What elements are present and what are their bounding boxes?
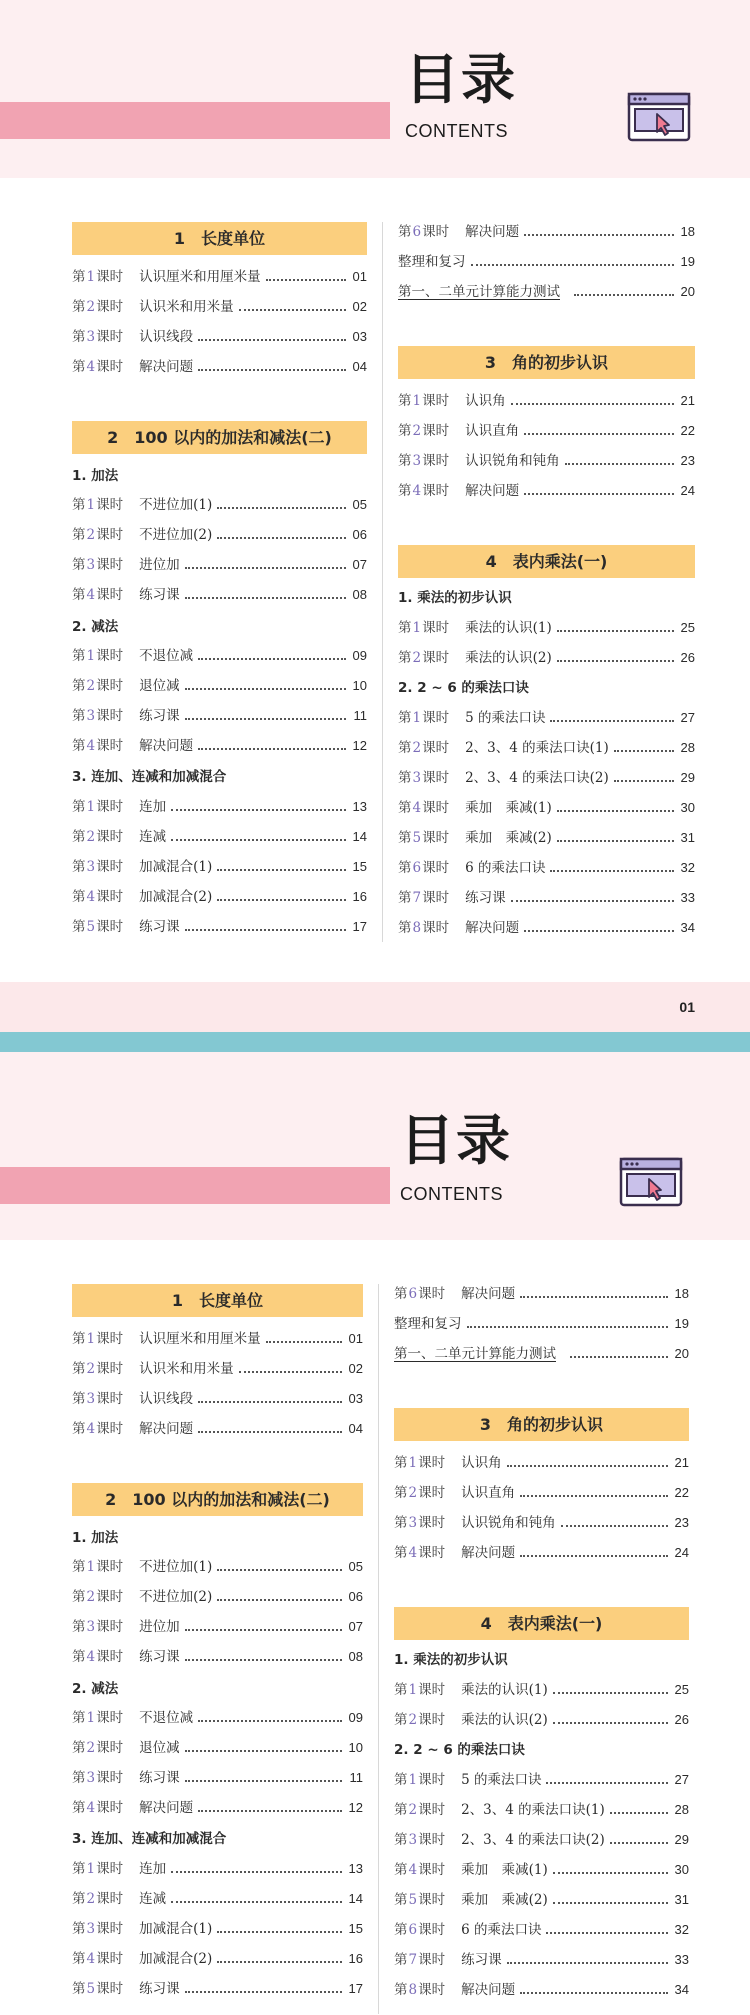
dot-leader xyxy=(217,537,346,539)
dot-leader xyxy=(171,809,346,811)
toc-entry[interactable]: 第 1 课时 乘法的认识(1) 25 xyxy=(398,620,695,636)
toc-entry[interactable]: 第 2 课时 认识米和用米量 02 xyxy=(72,1361,363,1377)
toc-entry[interactable]: 第 2 课时 不进位加(2) 06 xyxy=(72,527,367,543)
dot-leader xyxy=(266,1341,342,1343)
dot-leader xyxy=(185,1629,342,1631)
dot-leader xyxy=(185,1750,342,1752)
dot-leader xyxy=(217,507,346,509)
toc-page-1 xyxy=(0,0,750,1000)
toc-entry[interactable]: 第 6 课时 6 的乘法口诀 32 xyxy=(398,860,695,876)
dot-leader xyxy=(185,1780,342,1782)
dot-leader xyxy=(524,493,674,495)
toc-entry[interactable]: 第 1 课时 连加 13 xyxy=(72,799,367,815)
toc-entry[interactable]: 第 1 课时 不进位加(1) 05 xyxy=(72,497,367,513)
dot-leader xyxy=(217,1569,342,1571)
dot-leader xyxy=(557,660,674,662)
section-heading: 3. 连加、连减和加减混合 xyxy=(72,1831,227,1847)
toc-entry[interactable]: 第 1 课时 乘法的认识(1) 25 xyxy=(394,1682,689,1698)
toc-entry[interactable]: 第 3 课时 进位加 07 xyxy=(72,1619,363,1635)
toc-entry-review[interactable]: 整理和复习 19 xyxy=(394,1316,689,1332)
toc-entry[interactable]: 第 1 课时 5 的乘法口诀 27 xyxy=(394,1772,689,1788)
toc-entry[interactable]: 第 2 课时 2、3、4 的乘法口诀(1) 28 xyxy=(398,740,695,756)
dot-leader xyxy=(185,718,346,720)
dot-leader xyxy=(561,1525,668,1527)
dot-leader xyxy=(546,1932,668,1934)
dot-leader xyxy=(610,1812,668,1814)
toc-entry[interactable]: 第 4 课时 解决问题 12 xyxy=(72,738,367,754)
unit-banner-3: 3 角的初步认识 xyxy=(394,1408,689,1441)
section-heading: 2. 减法 xyxy=(72,1681,119,1697)
header-band xyxy=(0,0,750,178)
toc-entry[interactable]: 第 3 课时 认识线段 03 xyxy=(72,1391,363,1407)
dot-leader xyxy=(217,1961,342,1963)
section-heading: 1. 乘法的初步认识 xyxy=(398,590,512,606)
toc-entry[interactable]: 第 3 课时 加减混合(1) 15 xyxy=(72,859,367,875)
dot-leader xyxy=(198,748,346,750)
unit-banner-1: 1 长度单位 xyxy=(72,1284,363,1317)
dot-leader xyxy=(198,1431,342,1433)
toc-entry[interactable]: 第 2 课时 退位减 10 xyxy=(72,1740,363,1756)
dot-leader xyxy=(557,810,674,812)
dot-leader xyxy=(550,870,674,872)
toc-entry[interactable]: 第 3 课时 认识锐角和钝角 23 xyxy=(394,1515,689,1531)
dot-leader xyxy=(239,1371,342,1373)
dot-leader xyxy=(171,1901,342,1903)
toc-entry[interactable]: 第 2 课时 认识米和用米量 02 xyxy=(72,299,367,315)
browser-cursor-icon xyxy=(619,1157,683,1207)
toc-entry[interactable]: 第 2 课时 乘法的认识(2) 26 xyxy=(398,650,695,666)
toc-entry[interactable]: 第 1 课时 认识角 21 xyxy=(398,393,695,409)
section-heading: 1. 加法 xyxy=(72,1530,119,1546)
toc-entry[interactable]: 第 2 课时 退位减 10 xyxy=(72,678,367,694)
toc-entry[interactable]: 第 5 课时 乘加 乘减(2) 31 xyxy=(394,1892,689,1908)
toc-entry[interactable]: 第 1 课时 5 的乘法口诀 27 xyxy=(398,710,695,726)
toc-entry[interactable]: 第 3 课时 加减混合(1) 15 xyxy=(72,1921,363,1937)
dot-leader xyxy=(198,1401,342,1403)
dot-leader xyxy=(217,869,346,871)
toc-entry[interactable]: 第 4 课时 乘加 乘减(1) 30 xyxy=(394,1862,689,1878)
toc-entry[interactable]: 第 2 课时 不进位加(2) 06 xyxy=(72,1589,363,1605)
pink-accent-bar xyxy=(0,102,390,139)
toc-entry[interactable]: 第 6 课时 6 的乘法口诀 32 xyxy=(394,1922,689,1938)
unit-banner-4: 4 表内乘法(一) xyxy=(398,545,695,578)
toc-entry[interactable]: 第 7 课时 练习课 33 xyxy=(394,1952,689,1968)
toc-entry-review[interactable]: 整理和复习 19 xyxy=(398,254,695,270)
toc-entry[interactable]: 第 1 课时 不退位减 09 xyxy=(72,1710,363,1726)
dot-leader xyxy=(171,839,346,841)
dot-leader xyxy=(239,309,346,311)
section-heading: 1. 加法 xyxy=(72,468,119,484)
browser-cursor-icon xyxy=(627,92,691,142)
dot-leader xyxy=(198,369,346,371)
dot-leader xyxy=(553,1902,668,1904)
dot-leader xyxy=(217,1931,342,1933)
dot-leader xyxy=(614,750,674,752)
toc-entry[interactable]: 第 6 课时 解决问题 18 xyxy=(398,224,695,240)
unit-banner-4: 4 表内乘法(一) xyxy=(394,1607,689,1640)
toc-entry[interactable]: 第 3 课时 练习课 11 xyxy=(72,1770,363,1786)
toc-entry[interactable]: 第 4 课时 练习课 08 xyxy=(72,587,367,603)
unit-banner-2: 2 100 以内的加法和减法(二) xyxy=(72,421,367,454)
dot-leader xyxy=(185,567,346,569)
toc-entry[interactable]: 第 8 课时 解决问题 34 xyxy=(394,1982,689,1998)
toc-entry[interactable]: 第 1 课时 认识角 21 xyxy=(394,1455,689,1471)
toc-entry[interactable]: 第 1 课时 认识厘米和用厘米量 01 xyxy=(72,269,367,285)
toc-entry-test[interactable]: 第一、二单元计算能力测试 20 xyxy=(398,284,695,300)
dot-leader xyxy=(467,1326,669,1328)
column-divider xyxy=(382,222,383,942)
toc-entry[interactable]: 第 2 课时 连减 14 xyxy=(72,829,367,845)
dot-leader xyxy=(524,433,674,435)
toc-entry[interactable]: 第 3 课时 2、3、4 的乘法口诀(2) 29 xyxy=(398,770,695,786)
toc-entry[interactable]: 第 4 课时 解决问题 04 xyxy=(72,359,367,375)
dot-leader xyxy=(524,234,674,236)
toc-entry[interactable]: 第 1 课时 不退位减 09 xyxy=(72,648,367,664)
toc-entry[interactable]: 第 2 课时 2、3、4 的乘法口诀(1) 28 xyxy=(394,1802,689,1818)
toc-entry[interactable]: 第 2 课时 连减 14 xyxy=(72,1891,363,1907)
dot-leader xyxy=(565,463,674,465)
dot-leader xyxy=(511,403,674,405)
toc-entry[interactable]: 第 1 课时 不进位加(1) 05 xyxy=(72,1559,363,1575)
toc-entry[interactable]: 第 3 课时 练习课 11 xyxy=(72,708,367,724)
toc-entry[interactable]: 第 4 课时 乘加 乘减(1) 30 xyxy=(398,800,695,816)
dot-leader xyxy=(185,1659,342,1661)
page-title: 目录 xyxy=(400,1109,512,1172)
dot-leader xyxy=(198,1720,342,1722)
dot-leader xyxy=(198,1810,342,1812)
dot-leader xyxy=(507,1465,668,1467)
toc-entry[interactable]: 第 2 课时 认识直角 22 xyxy=(398,423,695,439)
dot-leader xyxy=(185,597,346,599)
toc-entry[interactable]: 第 7 课时 练习课 33 xyxy=(398,890,695,906)
pink-accent-bar xyxy=(0,1167,390,1204)
toc-page-2 xyxy=(0,1052,750,2015)
dot-leader xyxy=(511,900,674,902)
dot-leader xyxy=(507,1962,668,1964)
dot-leader xyxy=(546,1782,668,1784)
toc-entry[interactable]: 第 3 课时 认识线段 03 xyxy=(72,329,367,345)
toc-entry[interactable]: 第 1 课时 连加 13 xyxy=(72,1861,363,1877)
dot-leader xyxy=(610,1842,668,1844)
toc-entry[interactable]: 第 3 课时 2、3、4 的乘法口诀(2) 29 xyxy=(394,1832,689,1848)
unit-banner-1: 1 长度单位 xyxy=(72,222,367,255)
page-divider xyxy=(0,1032,750,1052)
dot-leader xyxy=(520,1495,668,1497)
dot-leader xyxy=(217,899,346,901)
toc-entry[interactable]: 第 5 课时 练习课 17 xyxy=(72,1981,363,1997)
toc-entry-test[interactable]: 第一、二单元计算能力测试 20 xyxy=(394,1346,689,1362)
page-number: 01 xyxy=(679,999,695,1015)
page-subtitle: CONTENTS xyxy=(400,1184,503,1204)
dot-leader xyxy=(471,264,675,266)
page-subtitle: CONTENTS xyxy=(405,121,508,141)
dot-leader xyxy=(553,1722,668,1724)
header-band xyxy=(0,1052,750,1240)
section-heading: 3. 连加、连减和加减混合 xyxy=(72,769,227,785)
dot-leader xyxy=(266,279,346,281)
dot-leader xyxy=(553,1872,668,1874)
toc-entry[interactable]: 第 4 课时 练习课 08 xyxy=(72,1649,363,1665)
dot-leader xyxy=(557,630,674,632)
footer-band xyxy=(0,982,750,1032)
toc-entry[interactable]: 第 2 课时 认识直角 22 xyxy=(394,1485,689,1501)
dot-leader xyxy=(217,1599,342,1601)
toc-entry[interactable]: 第 4 课时 加减混合(2) 16 xyxy=(72,1951,363,1967)
dot-leader xyxy=(550,720,674,722)
toc-entry[interactable]: 第 3 课时 进位加 07 xyxy=(72,557,367,573)
dot-leader xyxy=(198,339,346,341)
page-title: 目录 xyxy=(405,48,517,111)
toc-entry[interactable]: 第 4 课时 加减混合(2) 16 xyxy=(72,889,367,905)
toc-entry[interactable]: 第 4 课时 解决问题 04 xyxy=(72,1421,363,1437)
dot-leader xyxy=(520,1555,668,1557)
section-heading: 1. 乘法的初步认识 xyxy=(394,1652,508,1668)
unit-banner-3: 3 角的初步认识 xyxy=(398,346,695,379)
toc-entry[interactable]: 第 5 课时 乘加 乘减(2) 31 xyxy=(398,830,695,846)
dot-leader xyxy=(185,929,346,931)
toc-entry[interactable]: 第 3 课时 认识锐角和钝角 23 xyxy=(398,453,695,469)
dot-leader xyxy=(553,1692,668,1694)
toc-entry[interactable]: 第 5 课时 练习课 17 xyxy=(72,919,367,935)
dot-leader xyxy=(570,1356,668,1358)
dot-leader xyxy=(520,1992,668,1994)
dot-leader xyxy=(185,1991,342,1993)
toc-entry[interactable]: 第 2 课时 乘法的认识(2) 26 xyxy=(394,1712,689,1728)
toc-entry[interactable]: 第 4 课时 解决问题 24 xyxy=(394,1545,689,1561)
unit-banner-2: 2 100 以内的加法和减法(二) xyxy=(72,1483,363,1516)
dot-leader xyxy=(520,1296,668,1298)
dot-leader xyxy=(574,294,674,296)
toc-entry[interactable]: 第 6 课时 解决问题 18 xyxy=(394,1286,689,1302)
dot-leader xyxy=(198,658,346,660)
toc-entry[interactable]: 第 1 课时 认识厘米和用厘米量 01 xyxy=(72,1331,363,1347)
dot-leader xyxy=(557,840,674,842)
toc-entry[interactable]: 第 4 课时 解决问题 24 xyxy=(398,483,695,499)
column-divider xyxy=(378,1284,379,2014)
dot-leader xyxy=(614,780,674,782)
dot-leader xyxy=(185,688,346,690)
section-heading: 2. 2 ~ 6 的乘法口诀 xyxy=(398,680,529,696)
dot-leader xyxy=(524,930,674,932)
section-heading: 2. 2 ~ 6 的乘法口诀 xyxy=(394,1742,525,1758)
toc-entry[interactable]: 第 8 课时 解决问题 34 xyxy=(398,920,695,936)
toc-entry[interactable]: 第 4 课时 解决问题 12 xyxy=(72,1800,363,1816)
section-heading: 2. 减法 xyxy=(72,619,119,635)
dot-leader xyxy=(171,1871,342,1873)
